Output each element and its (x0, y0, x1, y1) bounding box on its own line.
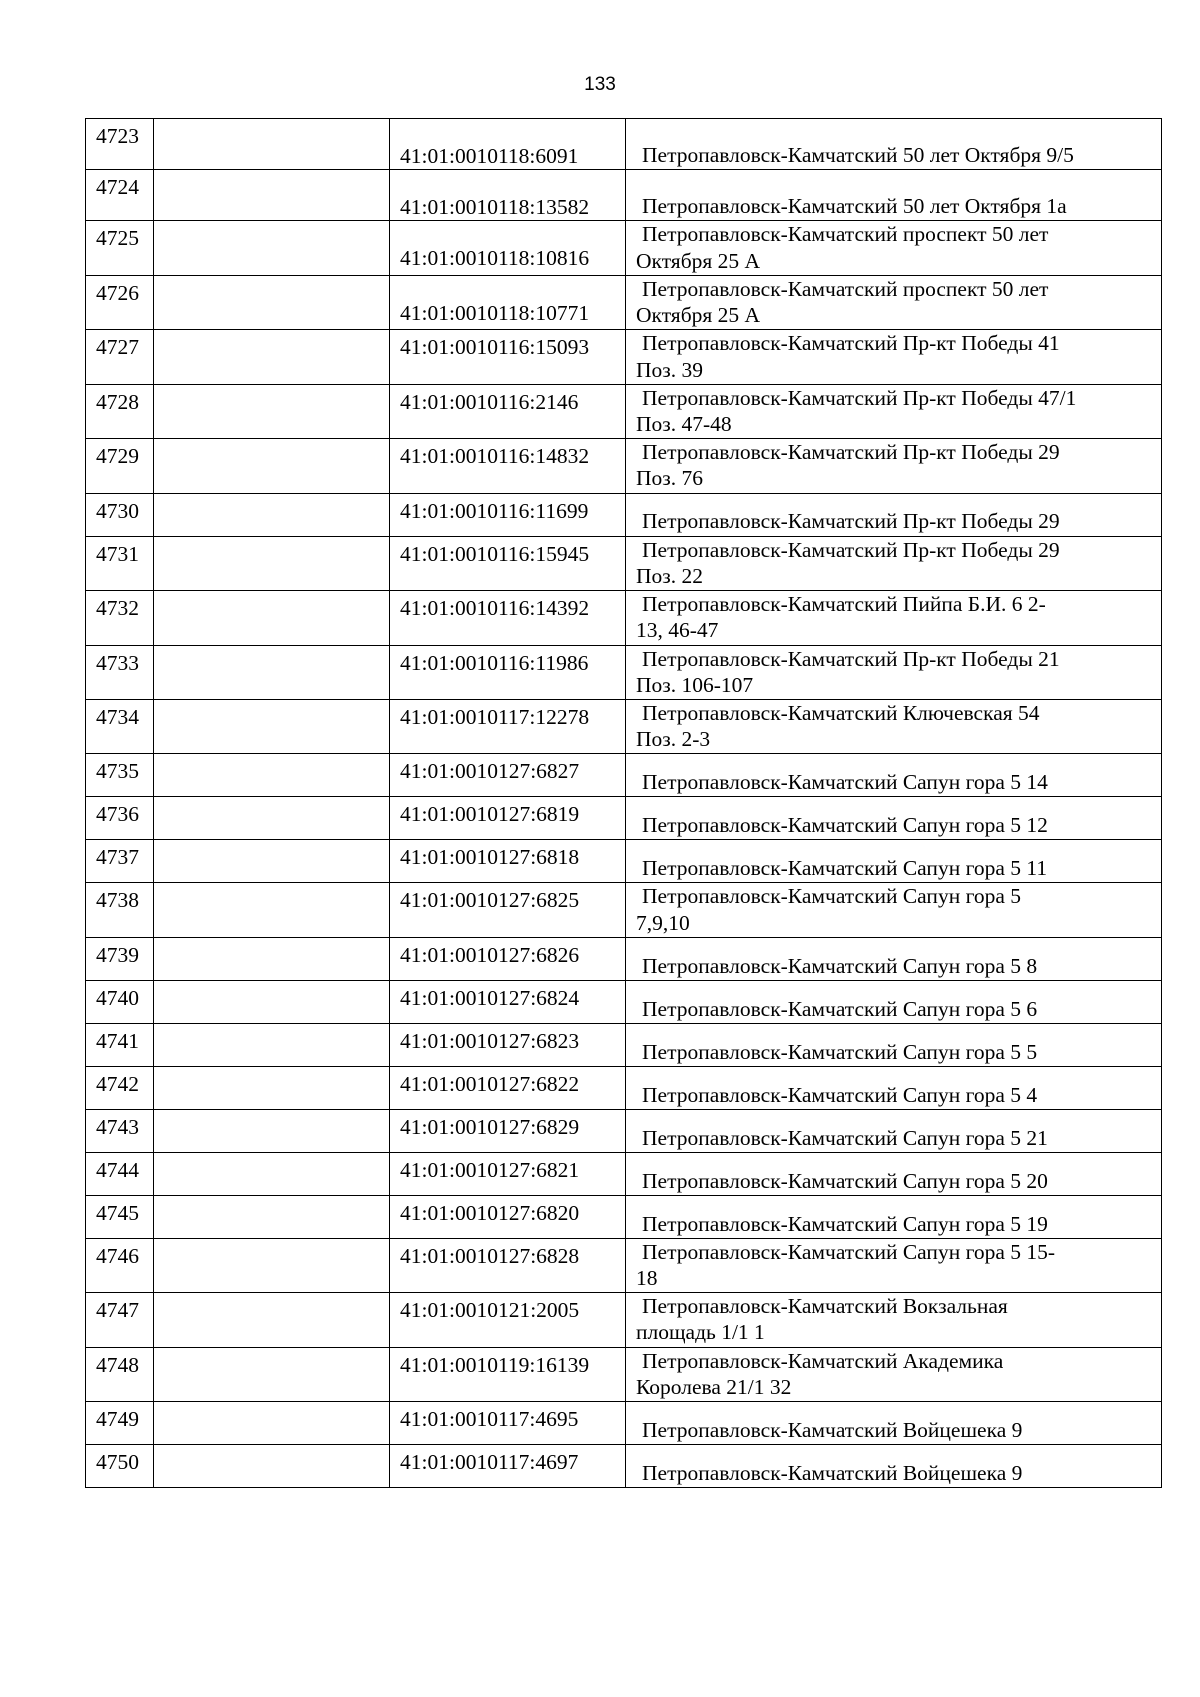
row-number: 4750 (86, 1445, 154, 1488)
cadastral-number: 41:01:0010127:6829 (390, 1109, 626, 1152)
empty-cell (154, 754, 390, 797)
address-line-1: Петропавловск-Камчатский проспект 50 лет (642, 222, 1049, 247)
address-line-1: Петропавловск-Камчатский 50 лет Октября 9/5 (642, 143, 1074, 167)
row-number: 4740 (86, 980, 154, 1023)
cadastral-number: 41:01:0010118:10771 (390, 275, 626, 329)
cadastral-number: 41:01:0010116:11699 (390, 493, 626, 536)
table-row (86, 330, 1162, 384)
empty-cell (154, 1023, 390, 1066)
address-cell (626, 754, 1162, 797)
empty-cell (154, 591, 390, 645)
row-number: 4739 (86, 937, 154, 980)
address-line-1: Петропавловск-Камчатский Сапун гора 5 4 (642, 1082, 1038, 1107)
empty-cell (154, 1402, 390, 1445)
address-line-2: Поз. 2-3 (636, 727, 711, 752)
address-line-1: Петропавловск-Камчатский Сапун гора 5 5 (642, 1039, 1038, 1064)
address-line-2: 13, 46-47 (636, 618, 719, 643)
address-cell (626, 384, 1162, 438)
cadastral-number: 41:01:0010127:6818 (390, 840, 626, 883)
address-line-2: Поз. 39 (636, 357, 704, 382)
table-row (86, 384, 1162, 438)
cadastral-number: 41:01:0010127:6822 (390, 1066, 626, 1109)
empty-cell (154, 840, 390, 883)
row-number: 4744 (86, 1152, 154, 1195)
cadastral-number: 41:01:0010118:13582 (390, 170, 626, 221)
cadastral-number: 41:01:0010117:4695 (390, 1402, 626, 1445)
cadastral-number: 41:01:0010127:6825 (390, 883, 626, 937)
cadastral-number: 41:01:0010117:4697 (390, 1445, 626, 1488)
address-line-1: Петропавловск-Камчатский 50 лет Октября 1а (642, 194, 1067, 219)
address-line-2: Поз. 106-107 (636, 672, 754, 697)
cadastral-number: 41:01:0010127:6824 (390, 980, 626, 1023)
address-line-2: Поз. 76 (636, 466, 704, 491)
empty-cell (154, 384, 390, 438)
empty-cell (154, 170, 390, 221)
address-cell (626, 1445, 1162, 1488)
cadastral-number: 41:01:0010116:15093 (390, 330, 626, 384)
empty-cell (154, 1347, 390, 1401)
row-number: 4742 (86, 1066, 154, 1109)
empty-cell (154, 797, 390, 840)
address-line-1: Петропавловск-Камчатский Сапун гора 5 21 (642, 1125, 1048, 1150)
address-cell (626, 980, 1162, 1023)
address-line-1: Петропавловск-Камчатский Ключевская 54 (642, 700, 1040, 725)
row-number: 4743 (86, 1109, 154, 1152)
empty-cell (154, 980, 390, 1023)
address-cell (626, 493, 1162, 536)
row-number: 4729 (86, 439, 154, 493)
row-number: 4733 (86, 645, 154, 699)
table-row (86, 119, 1162, 170)
table-row (86, 439, 1162, 493)
address-cell (626, 1402, 1162, 1445)
table-row (86, 883, 1162, 937)
table-row (86, 275, 1162, 329)
address-line-1: Петропавловск-Камчатский Пр-кт Победы 29 (642, 440, 1060, 465)
address-line-1: Петропавловск-Камчатский Сапун гора 5 15- (642, 1239, 1056, 1264)
cadastral-number: 41:01:0010116:11986 (390, 645, 626, 699)
address-cell (626, 1238, 1162, 1292)
table-row (86, 1152, 1162, 1195)
empty-cell (154, 937, 390, 980)
row-number: 4726 (86, 275, 154, 329)
row-number: 4737 (86, 840, 154, 883)
address-line-1: Петропавловск-Камчатский Войцешека 9 (642, 1460, 1023, 1485)
cadastral-number: 41:01:0010116:14832 (390, 439, 626, 493)
empty-cell (154, 439, 390, 493)
address-line-2: 7,9,10 (636, 910, 690, 935)
row-number: 4748 (86, 1347, 154, 1401)
empty-cell (154, 883, 390, 937)
row-number: 4731 (86, 536, 154, 590)
address-line-1: Петропавловск-Камчатский Сапун гора 5 6 (642, 996, 1038, 1021)
registry-table (85, 118, 1162, 1488)
table-row (86, 1293, 1162, 1347)
address-cell (626, 221, 1162, 275)
table-row (86, 980, 1162, 1023)
address-line-1: Петропавловск-Камчатский проспект 50 лет (642, 276, 1049, 301)
address-cell (626, 937, 1162, 980)
address-cell (626, 1347, 1162, 1401)
empty-cell (154, 275, 390, 329)
address-line-1: Петропавловск-Камчатский Пр-кт Победы 29 (642, 537, 1060, 562)
row-number: 4741 (86, 1023, 154, 1066)
row-number: 4736 (86, 797, 154, 840)
empty-cell (154, 1238, 390, 1292)
table-row (86, 1066, 1162, 1109)
page-number: 133 (584, 74, 616, 95)
table-row (86, 493, 1162, 536)
address-line-1: Петропавловск-Камчатский Сапун гора 5 20 (642, 1168, 1048, 1193)
row-number: 4734 (86, 699, 154, 753)
row-number: 4749 (86, 1402, 154, 1445)
address-line-1: Петропавловск-Камчатский Пр-кт Победы 47/1 (642, 385, 1077, 410)
cadastral-number: 41:01:0010118:10816 (390, 221, 626, 275)
empty-cell (154, 645, 390, 699)
empty-cell (154, 1066, 390, 1109)
table-row (86, 1109, 1162, 1152)
table-row (86, 840, 1162, 883)
empty-cell (154, 1293, 390, 1347)
empty-cell (154, 493, 390, 536)
row-number: 4746 (86, 1238, 154, 1292)
address-cell (626, 699, 1162, 753)
address-line-2: 18 (636, 1266, 658, 1291)
address-cell (626, 1293, 1162, 1347)
cadastral-number: 41:01:0010117:12278 (390, 699, 626, 753)
address-cell (626, 840, 1162, 883)
table-row (86, 170, 1162, 221)
row-number: 4735 (86, 754, 154, 797)
address-cell (626, 1109, 1162, 1152)
address-cell (626, 883, 1162, 937)
table-row (86, 797, 1162, 840)
address-cell (626, 797, 1162, 840)
table-row (86, 1023, 1162, 1066)
address-cell (626, 330, 1162, 384)
address-line-1: Петропавловск-Камчатский Войцешека 9 (642, 1417, 1023, 1442)
address-line-1: Петропавловск-Камчатский Сапун гора 5 14 (642, 770, 1048, 795)
cadastral-number: 41:01:0010127:6828 (390, 1238, 626, 1292)
empty-cell (154, 1445, 390, 1488)
empty-cell (154, 221, 390, 275)
address-line-1: Петропавловск-Камчатский Пр-кт Победы 41 (642, 331, 1060, 356)
address-line-2: площадь 1/1 1 (636, 1320, 765, 1345)
table-row (86, 937, 1162, 980)
cadastral-number: 41:01:0010127:6823 (390, 1023, 626, 1066)
address-cell (626, 1023, 1162, 1066)
cadastral-number: 41:01:0010119:16139 (390, 1347, 626, 1401)
table-row (86, 699, 1162, 753)
address-line-2: Октября 25 А (636, 303, 761, 328)
address-cell (626, 170, 1162, 221)
cadastral-number: 41:01:0010121:2005 (390, 1293, 626, 1347)
registry-table-body (86, 119, 1162, 1488)
row-number: 4732 (86, 591, 154, 645)
row-number: 4724 (86, 170, 154, 221)
row-number: 4725 (86, 221, 154, 275)
empty-cell (154, 330, 390, 384)
address-line-2: Октября 25 А (636, 248, 761, 273)
cadastral-number: 41:01:0010116:14392 (390, 591, 626, 645)
row-number: 4730 (86, 493, 154, 536)
address-cell (626, 439, 1162, 493)
table-row (86, 591, 1162, 645)
table-row (86, 754, 1162, 797)
address-cell (626, 1152, 1162, 1195)
table-row (86, 536, 1162, 590)
address-line-1: Петропавловск-Камчатский Академика (642, 1348, 1004, 1373)
address-line-1: Петропавловск-Камчатский Пр-кт Победы 21 (642, 646, 1060, 671)
address-line-2: Поз. 22 (636, 563, 704, 588)
empty-cell (154, 699, 390, 753)
address-line-1: Петропавловск-Камчатский Сапун гора 5 12 (642, 813, 1048, 838)
cadastral-number: 41:01:0010116:2146 (390, 384, 626, 438)
table-row (86, 1402, 1162, 1445)
cadastral-number: 41:01:0010116:15945 (390, 536, 626, 590)
address-cell (626, 1195, 1162, 1238)
address-cell (626, 275, 1162, 329)
address-cell (626, 119, 1162, 170)
table-row (86, 1195, 1162, 1238)
cadastral-number: 41:01:0010118:6091 (390, 119, 626, 170)
cadastral-number: 41:01:0010127:6819 (390, 797, 626, 840)
empty-cell (154, 1152, 390, 1195)
address-line-1: Петропавловск-Камчатский Сапун гора 5 19 (642, 1211, 1048, 1236)
table-row (86, 1238, 1162, 1292)
empty-cell (154, 536, 390, 590)
cadastral-number: 41:01:0010127:6821 (390, 1152, 626, 1195)
address-cell (626, 591, 1162, 645)
row-number: 4727 (86, 330, 154, 384)
cadastral-number: 41:01:0010127:6820 (390, 1195, 626, 1238)
empty-cell (154, 1109, 390, 1152)
address-line-1: Петропавловск-Камчатский Пийпа Б.И. 6 2- (642, 592, 1046, 617)
address-cell (626, 536, 1162, 590)
address-cell (626, 645, 1162, 699)
address-line-1: Петропавловск-Камчатский Сапун гора 5 (642, 884, 1022, 909)
table-row (86, 1445, 1162, 1488)
table-row (86, 221, 1162, 275)
address-cell (626, 1066, 1162, 1109)
row-number: 4738 (86, 883, 154, 937)
address-line-2: Королева 21/1 32 (636, 1374, 792, 1399)
row-number: 4745 (86, 1195, 154, 1238)
row-number: 4723 (86, 119, 154, 170)
table-row (86, 645, 1162, 699)
row-number: 4728 (86, 384, 154, 438)
table-row (86, 1347, 1162, 1401)
empty-cell (154, 1195, 390, 1238)
address-line-2: Поз. 47-48 (636, 411, 732, 436)
cadastral-number: 41:01:0010127:6826 (390, 937, 626, 980)
address-line-1: Петропавловск-Камчатский Вокзальная (642, 1294, 1008, 1319)
address-line-1: Петропавловск-Камчатский Пр-кт Победы 29 (642, 509, 1060, 534)
address-line-1: Петропавловск-Камчатский Сапун гора 5 8 (642, 953, 1038, 978)
address-line-1: Петропавловск-Камчатский Сапун гора 5 11 (642, 856, 1048, 881)
cadastral-number: 41:01:0010127:6827 (390, 754, 626, 797)
row-number: 4747 (86, 1293, 154, 1347)
empty-cell (154, 119, 390, 170)
